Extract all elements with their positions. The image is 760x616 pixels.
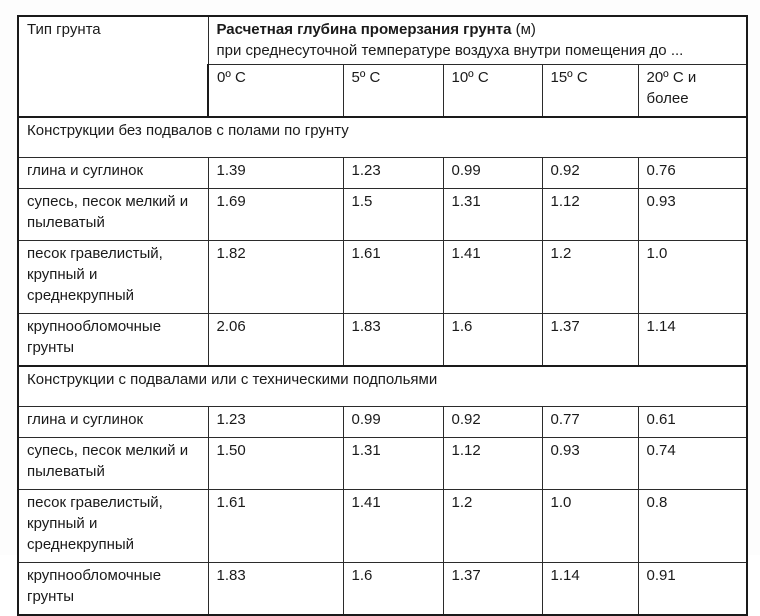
depth-value-cell: 2.06	[208, 314, 343, 367]
depth-value-cell: 0.61	[638, 407, 747, 438]
table-row	[18, 438, 747, 490]
temp-column-header-3: 15º С	[542, 65, 638, 118]
freezing-depth-table	[17, 15, 748, 616]
temp-column-header-2: 10º С	[443, 65, 542, 118]
soil-type-cell: крупнообломочные грунты	[18, 563, 208, 616]
main-header-cell	[208, 16, 747, 65]
depth-value-cell: 1.82	[208, 241, 343, 314]
depth-value-cell: 1.12	[542, 189, 638, 241]
table-row	[18, 158, 747, 189]
depth-value-cell: 1.50	[208, 438, 343, 490]
corner-header-cell: Тип грунта	[18, 16, 208, 117]
table-row	[18, 314, 747, 367]
soil-type-cell: крупнообломочные грунты	[18, 314, 208, 367]
soil-type-cell: глина и суглинок	[18, 407, 208, 438]
depth-value-cell: 1.5	[343, 189, 443, 241]
section-header-row-1	[18, 366, 747, 407]
main-header-title	[217, 19, 739, 40]
depth-value-cell: 1.0	[638, 241, 747, 314]
main-header-bold-text: Расчетная глубина промерзания грунта	[216, 21, 512, 38]
temp-column-header-0: 0º С	[208, 65, 343, 118]
temp-column-header-1: 5º С	[343, 65, 443, 118]
table-row	[18, 241, 747, 314]
depth-value-cell: 1.12	[443, 438, 542, 490]
depth-value-cell: 1.39	[208, 158, 343, 189]
depth-value-cell: 1.61	[343, 241, 443, 314]
soil-type-cell: глина и суглинок	[18, 158, 208, 189]
depth-value-cell: 1.31	[443, 189, 542, 241]
depth-value-cell: 0.74	[638, 438, 747, 490]
section-header-row-0	[18, 117, 747, 158]
depth-value-cell: 1.23	[343, 158, 443, 189]
depth-value-cell: 1.83	[343, 314, 443, 367]
depth-value-cell: 1.0	[542, 490, 638, 563]
depth-value-cell: 1.6	[443, 314, 542, 367]
depth-value-cell: 0.8	[638, 490, 747, 563]
depth-value-cell: 0.99	[443, 158, 542, 189]
header-row-main	[18, 16, 747, 65]
depth-value-cell: 1.2	[443, 490, 542, 563]
table-row	[18, 563, 747, 616]
depth-value-cell: 0.92	[542, 158, 638, 189]
depth-value-cell: 1.37	[542, 314, 638, 367]
depth-value-cell: 0.76	[638, 158, 747, 189]
depth-value-cell: 1.6	[343, 563, 443, 616]
depth-value-cell: 1.61	[208, 490, 343, 563]
sub-header-text: при среднесуточной температуре воздуха внутри помещения до ...	[216, 42, 684, 59]
depth-value-cell: 0.93	[638, 189, 747, 241]
soil-type-cell: песок гравелистый, крупный и среднекрупный	[18, 241, 208, 314]
depth-value-cell: 1.41	[343, 490, 443, 563]
soil-type-cell: супесь, песок мелкий и пылеватый	[18, 438, 208, 490]
depth-value-cell: 1.23	[208, 407, 343, 438]
depth-value-cell: 0.91	[638, 563, 747, 616]
depth-value-cell: 1.2	[542, 241, 638, 314]
soil-type-cell: супесь, песок мелкий и пылеватый	[18, 189, 208, 241]
depth-value-cell: 1.31	[343, 438, 443, 490]
section-title-1: Конструкции с подвалами или с техническими подпольями	[18, 366, 747, 407]
depth-value-cell: 1.69	[208, 189, 343, 241]
table-row	[18, 407, 747, 438]
section-title-0: Конструкции без подвалов с полами по грунту	[18, 117, 747, 158]
depth-value-cell: 1.83	[208, 563, 343, 616]
depth-value-cell: 0.77	[542, 407, 638, 438]
depth-value-cell: 1.37	[443, 563, 542, 616]
table-row	[18, 189, 747, 241]
temp-column-header-4: 20º С и более	[638, 65, 747, 118]
depth-value-cell: 1.14	[638, 314, 747, 367]
depth-value-cell: 1.14	[542, 563, 638, 616]
depth-value-cell: 0.93	[542, 438, 638, 490]
soil-type-cell: песок гравелистый, крупный и среднекрупный	[18, 490, 208, 563]
depth-value-cell: 0.99	[343, 407, 443, 438]
depth-value-cell: 1.41	[443, 241, 542, 314]
depth-value-cell: 0.92	[443, 407, 542, 438]
table-row	[18, 490, 747, 563]
main-header-unit-text: (м)	[511, 21, 536, 38]
